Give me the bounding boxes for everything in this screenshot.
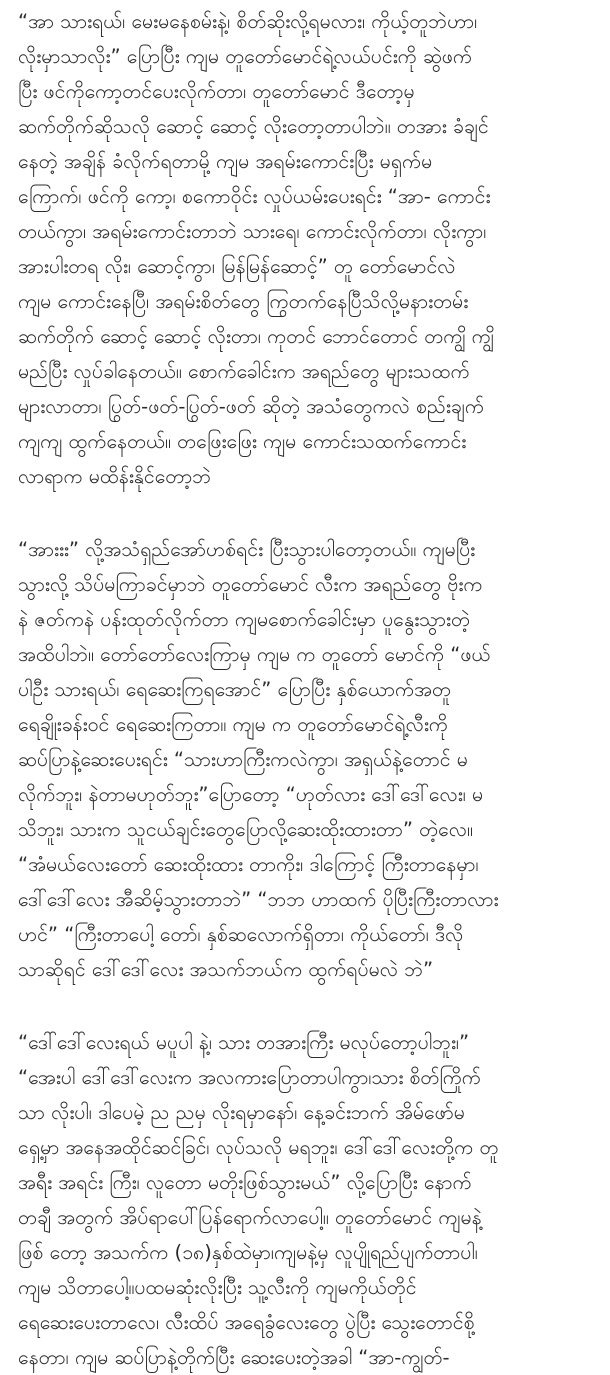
text-line: တယ်ကွာ၊ အရမ်းကောင်းတာဘဲ သားရေ၊ ကောင်းလိုက်တာ၊ လိုးကွာ၊ — [18, 220, 487, 243]
text-line: “အားးး” လို့အသံရှည်အော်ဟစ်ရင်း ပြီးသွားပါတော့တယ်။ ကျမပြီး — [18, 538, 476, 561]
paragraph-gap — [18, 494, 596, 532]
text-line: ကျကျ ထွက်နေတယ်။ တဖြေးဖြေး ကျမ ကောင်းသထက်ကောင်း — [18, 430, 467, 453]
text-line: နေတာ၊ ကျမ ဆပ်ပြာနဲ့တိုက်ပြီး ဆေးပေးတဲ့အခါ “အာ-ကျွတ်- — [18, 1346, 450, 1369]
paragraph-gap — [18, 987, 596, 1025]
text-line: လိုးမှာသာလိုး” ပြောပြီး ကျမ တူတော်မောင်ရဲ့လယ်ပင်းကို ဆွဲဖက် — [18, 45, 473, 68]
text-line: ရေဆေးပေးတာလေ၊ လီးထိပ် အရေခွံလေးတွေ ပွဲပြီး သွေးတောင်စို့ — [18, 1311, 475, 1334]
text-line: လိုက်ဘူး၊ နဲတာမဟုတ်ဘူး”ပြောတော့ “ဟုတ်လား ဒေါ်ဒေါ်လေး၊ မ — [18, 783, 484, 806]
text-line: ပါဦး သားရယ်၊ ရေဆေးကြရအောင်” ပြောပြီး နှစ်ယောက်အတူ — [18, 678, 451, 701]
text-line: အားပါးတရ လိုး၊ ဆောင့်ကွာ၊ မြန်မြန်ဆောင့်” တူ တော်မောင်လဲ — [18, 255, 456, 278]
text-line: လာရာက မထိန်းနိုင်တော့ဘဲ — [18, 465, 212, 488]
text-line: ဆက်တိုက် ဆောင့် ဆောင့် လိုးတာ၊ ကုတင် ဘောင်တောင် တကျွိ ကျွိ — [18, 325, 494, 348]
text-line: “အံမယ်လေးတော် ဆေးထိုးထား တာကိုး၊ ဒါကြောင့် ကြီးတာနေမှာ၊ — [18, 853, 479, 876]
text-line: မည်ပြီး လှုပ်ခါနေတယ်။ စောက်ခေါင်းက အရည်တွေ များသထက် — [18, 360, 470, 383]
paragraph-3 — [18, 1025, 596, 1375]
text-line: ကျမ ကောင်းနေပြီ၊ အရမ်းစိတ်တွေ ကြွတက်နေပြီသိလို့မနားတမ်း — [18, 290, 469, 313]
text-line: ကျမ သိတာပေါ့။ပထမဆုံးလိုးပြီး သူ့လီးကို ကျမကိုယ်တိုင် — [18, 1276, 417, 1299]
text-line: “အေးပါ ဒေါ်ဒေါ်လေးက အလကားပြောတာပါကွာ၊သား စိတ်ကြိုက် — [18, 1066, 481, 1089]
text-line: အရီး အရင်း ကြီး၊ လူတော မတိုးဖြစ်သွားမယ်” လို့ပြောပြီး နောက် — [18, 1171, 472, 1194]
text-line: သွားလို့ သိပ်မကြာခင်မှာဘဲ တူတော်မောင် လီးက အရည်တွေ ဗိုးက — [18, 573, 483, 596]
text-line: ရေချိုးခန်းဝင် ရေဆေးကြတာ။ ကျမ က တူတော်မောင်ရဲ့လီးကို — [18, 713, 448, 736]
paragraph-2 — [18, 532, 596, 987]
text-line: သိဘူး၊ သားက သူငယ်ချင်းတွေပြောလို့ဆေးထိုးထားတာ” တဲ့လေ။ — [18, 818, 473, 841]
text-line: ဆက်တိုက်ဆိုသလို ဆောင့် ဆောင့် လိုးတော့တာပါဘဲ။ တအား ခံချင် — [18, 115, 489, 138]
text-line: နဲ ဇတ်ကနဲ ပန်းထုတ်လိုက်တာ ကျမစောက်ခေါင်းမှာ ပူနွေးသွားတဲ့ — [18, 608, 470, 631]
text-line: “ဒေါ်ဒေါ်လေးရယ် မပူပါ နဲ့၊ သား တအားကြီး မလုပ်တော့ပါဘူး၊” — [18, 1031, 470, 1054]
text-line: ဒေါ်ဒေါ်လေး အီဆိမ့်သွားတာဘဲ” “ဘဘ ဟာထက် ပိုပြီးကြီးတာလား — [18, 888, 499, 911]
text-line: ပြီး ဖင်ကိုကော့တင်ပေးလိုက်တာ၊ တူတော်မောင် ဒီတော့မှ — [18, 80, 415, 103]
text-line: များလာတာ၊ ပြွတ်-ဖတ်-ပြွတ်-ဖတ် ဆိုတဲ့ အသံတွေကလဲ စည်းချက် — [18, 395, 484, 418]
text-line: ဖြစ် တော့ အသက်က (၁၈)နှစ်ထဲမှာ၊ကျမနဲ့မှ လူပျိုရည်ပျက်တာပါ၊ — [18, 1241, 478, 1264]
text-line: “အာ သားရယ်၊ မေးမနေစမ်းနဲ့၊ စိတ်ဆိုးလို့ရမလား၊ ကိုယ့်တူဘဲဟာ၊ — [18, 10, 478, 33]
text-line: သာဆိုရင် ဒေါ်ဒေါ်လေး အသက်ဘယ်က ထွက်ရပ်မလဲ ဘဲ” — [18, 958, 434, 981]
text-line: အထိပါဘဲ။ တော်တော်လေးကြာမှ ကျမ က တူတော် မောင်ကို “ဖယ် — [18, 643, 491, 666]
text-line: တချီ အတွက် အိပ်ရာပေါ်ပြန်ရောက်လာပေါ့။ တူတော်မောင် ကျမနဲ့ — [18, 1206, 482, 1229]
text-line: ဟင်” “ကြီးတာပေါ့ တော်၊ နှစ်ဆလောက်ရှိတာ၊ ကိုယ်တော်၊ ဒီလို — [18, 923, 464, 946]
paragraph-1 — [18, 4, 596, 494]
text-line: ရှေ့မှာ အနေအထိုင်ဆင်ခြင်၊ လုပ်သလို မရဘူး၊ ဒေါ်ဒေါ်လေးတို့က တူ — [18, 1136, 499, 1159]
text-line: ဆပ်ပြာနဲ့ဆေးပေးရင်း “သားဟာကြီးကလဲကွာ၊ အရှယ်နဲ့တောင် မ — [18, 748, 468, 771]
text-line: နေတဲ့ အချိန် ခံလိုက်ရတာမို့ ကျမ အရမ်းကောင်းပြီး မရှက်မ — [18, 150, 433, 173]
text-line: ကြောက်၊ ဖင်ကို ကော့၊ စကောဝိုင်း လှုပ်ယမ်းပေးရင်း “အာ- ကောင်း — [18, 185, 491, 208]
text-line: သာ လိုးပါ၊ ဒါပေမဲ့ ည ညမှ လိုးရမှာနော်၊ နေ့ခင်းဘက် အိမ်ဖော်မ — [18, 1101, 465, 1124]
